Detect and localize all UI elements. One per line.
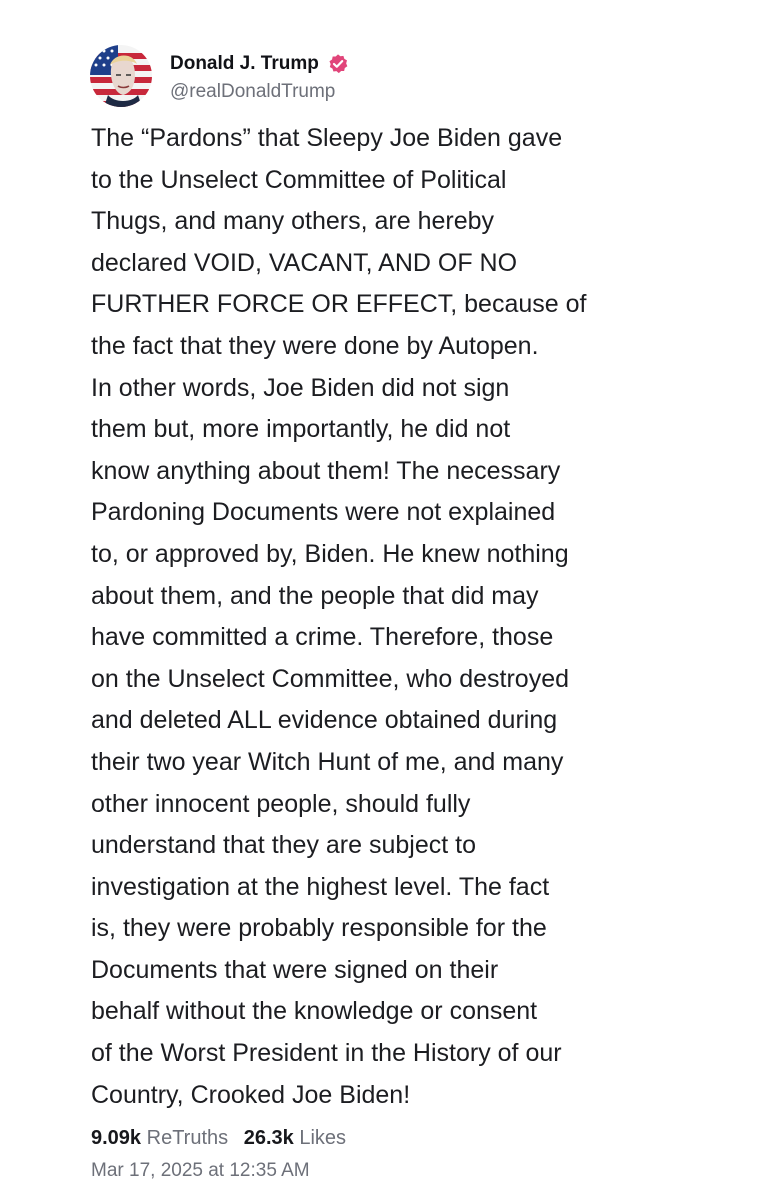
post-text-line: behalf without the knowledge or consent <box>91 997 538 1026</box>
post-text-line: other innocent people, should fully <box>91 789 471 818</box>
post-text-line: FURTHER FORCE OR EFFECT, because of <box>91 290 587 319</box>
verified-badge-icon <box>327 53 349 75</box>
likes-label[interactable]: Likes <box>299 1127 347 1149</box>
post-header <box>90 45 690 107</box>
post-text-line: of the Worst President in the History of our <box>91 1039 562 1068</box>
post-text-line: their two year Witch Hunt of me, and many <box>91 747 564 776</box>
profile-avatar-icon <box>90 45 152 107</box>
post-text-line: have committed a crime. Therefore, those <box>91 623 554 652</box>
author-display-name[interactable]: Donald J. Trump <box>170 53 319 74</box>
post-text-line: and deleted ALL evidence obtained during <box>91 706 558 735</box>
post-text-line: declared VOID, VACANT, AND OF NO <box>91 248 518 277</box>
post-text <box>91 118 651 1116</box>
avatar[interactable] <box>90 45 152 107</box>
post-text-line: the fact that they were done by Autopen. <box>91 331 539 360</box>
retruths-count[interactable]: 9.09k <box>91 1127 142 1149</box>
post-text-line: them but, more importantly, he did not <box>91 415 511 444</box>
post-stats <box>91 1127 346 1150</box>
author-handle[interactable]: @realDonaldTrump <box>170 81 336 102</box>
post-timestamp[interactable]: Mar 17, 2025 at 12:35 AM <box>91 1160 310 1181</box>
post-text-line: is, they were probably responsible for the <box>91 914 547 943</box>
post-text-line: Country, Crooked Joe Biden! <box>91 1080 411 1109</box>
post-text-line: Thugs, and many others, are hereby <box>91 207 495 236</box>
post-text-line: to, or approved by, Biden. He knew nothing <box>91 539 569 568</box>
post-text-line: Documents that were signed on their <box>91 955 499 984</box>
post-text-line: investigation at the highest level. The fact <box>91 872 550 901</box>
post-text-line: Pardoning Documents were not explained <box>91 498 556 527</box>
retruths-label[interactable]: ReTruths <box>146 1127 229 1149</box>
post-text-line: about them, and the people that did may <box>91 581 539 610</box>
post-text-line: know anything about them! The necessary <box>91 456 561 485</box>
post-text-line: The “Pardons” that Sleepy Joe Biden gave <box>91 124 563 152</box>
post-text-line: understand that they are subject to <box>91 831 476 860</box>
post-text-line: on the Unselect Committee, who destroyed <box>91 664 570 693</box>
author-name-row <box>170 51 349 77</box>
likes-count[interactable]: 26.3k <box>243 1127 294 1149</box>
post-text-line: In other words, Joe Biden did not sign <box>91 373 510 402</box>
post-text-line: to the Unselect Committee of Political <box>91 165 507 194</box>
